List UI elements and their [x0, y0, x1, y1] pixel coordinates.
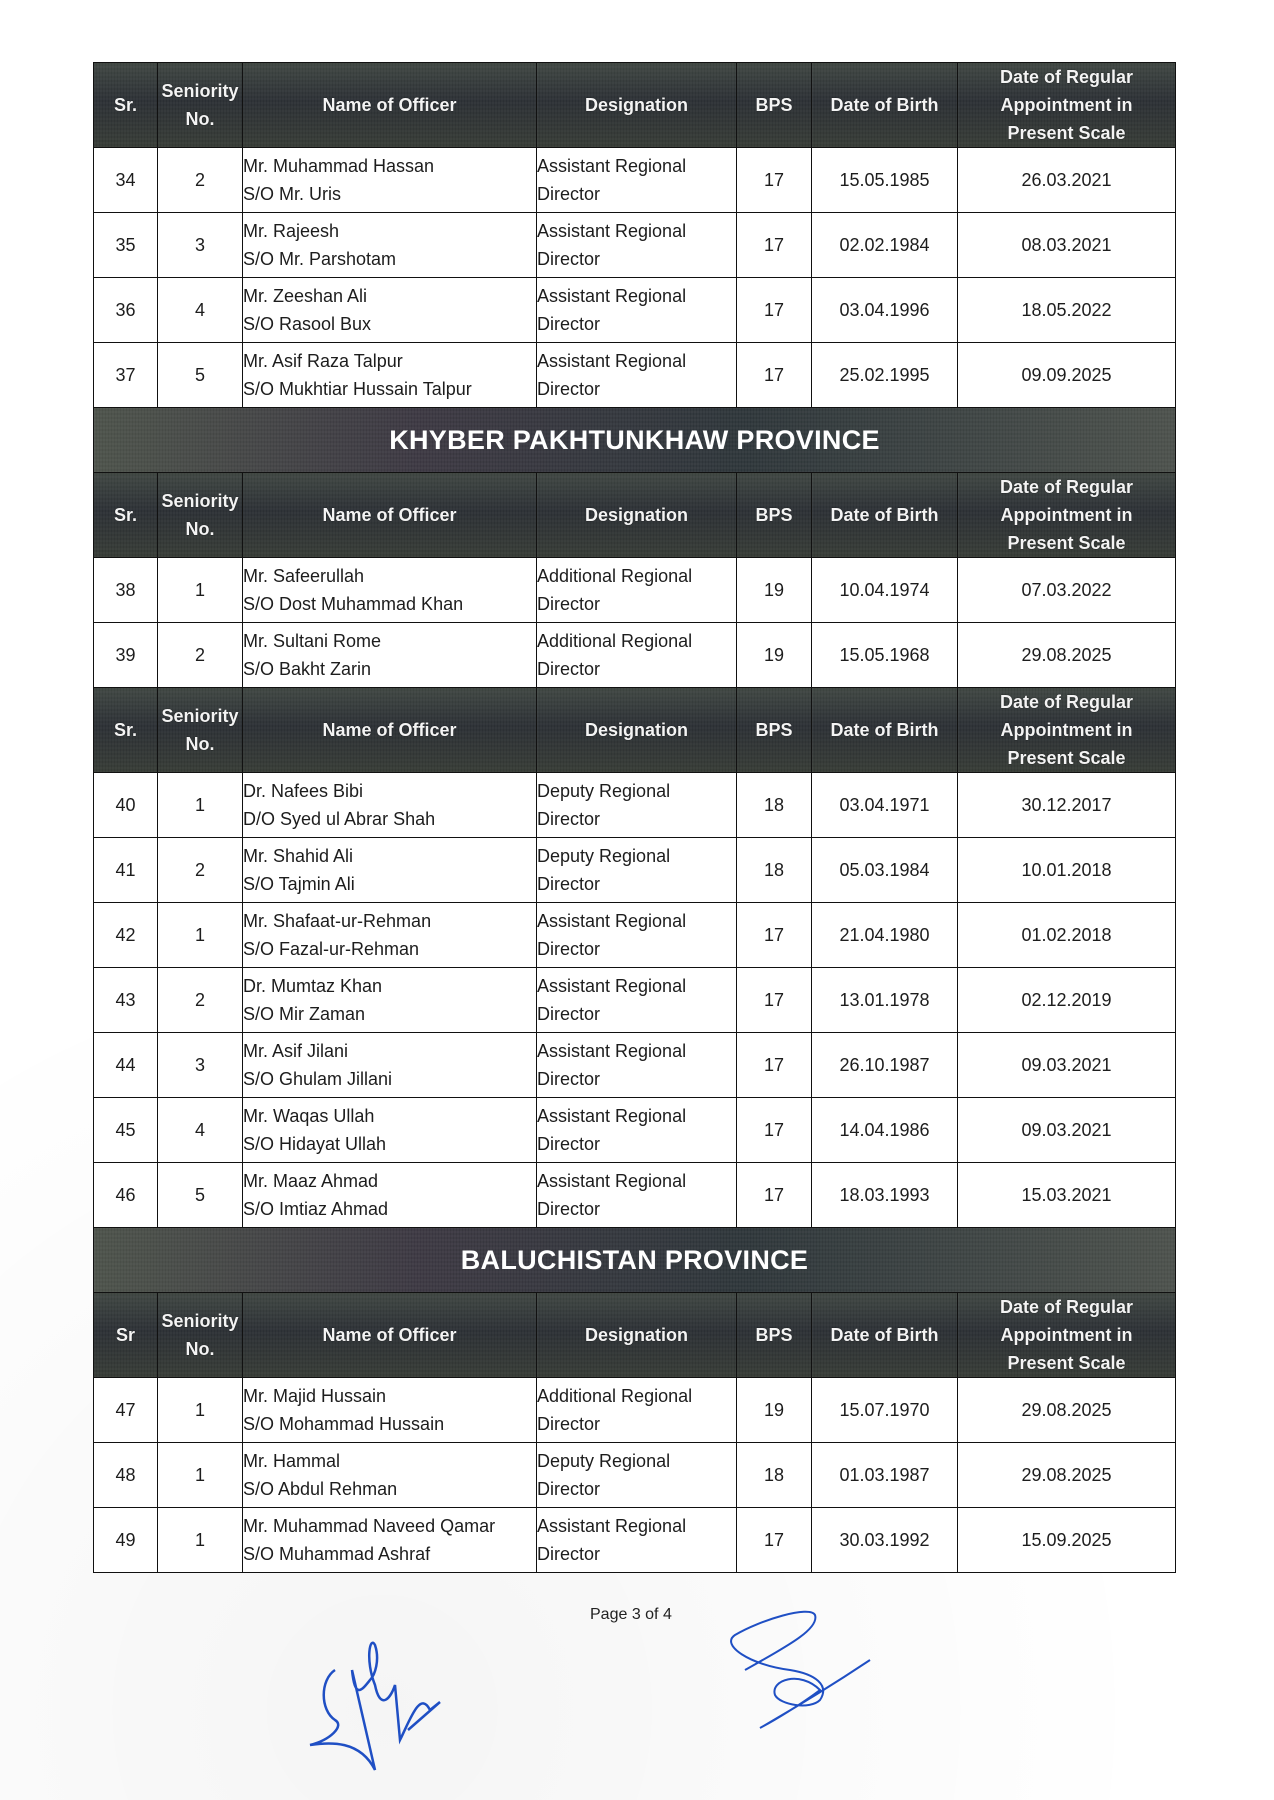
cell-appointment-date: 29.08.2025 — [958, 1378, 1176, 1443]
cell-appointment-date: 18.05.2022 — [958, 278, 1176, 343]
cell-appointment-date: 29.08.2025 — [958, 1443, 1176, 1508]
province-title-row — [94, 1228, 1176, 1293]
cell-dob: 15.07.1970 — [812, 1378, 958, 1443]
header-bps: BPS — [737, 688, 812, 773]
header-designation: Designation — [537, 1293, 737, 1378]
cell-sr: 49 — [94, 1508, 158, 1573]
cell-dob: 03.04.1996 — [812, 278, 958, 343]
cell-appointment-date: 08.03.2021 — [958, 213, 1176, 278]
column-header-row — [94, 473, 1176, 558]
officer-row — [94, 903, 1176, 968]
cell-bps: 17 — [737, 903, 812, 968]
cell-appointment-date: 09.09.2025 — [958, 343, 1176, 408]
designation-line1: Deputy Regional — [537, 846, 671, 866]
header-name: Name of Officer — [243, 688, 537, 773]
province-title: KHYBER PAKHTUNKHAW PROVINCE — [94, 408, 1176, 473]
officer-row — [94, 148, 1176, 213]
officer-row — [94, 1098, 1176, 1163]
cell-designation — [537, 1378, 737, 1443]
cell-officer-name — [243, 1163, 537, 1228]
designation-line2: Director — [537, 594, 601, 614]
officer-name: Mr. Waqas Ullah — [243, 1106, 375, 1126]
cell-seniority: 2 — [158, 148, 243, 213]
cell-dob: 15.05.1968 — [812, 623, 958, 688]
cell-officer-name — [243, 1033, 537, 1098]
header-appointment-line2: Appointment in — [1000, 95, 1133, 115]
header-appointment-date — [958, 688, 1176, 773]
cell-dob: 26.10.1987 — [812, 1033, 958, 1098]
cell-designation — [537, 148, 737, 213]
officer-parentage: S/O Hidayat Ullah — [243, 1134, 387, 1154]
cell-dob: 05.03.1984 — [812, 838, 958, 903]
cell-bps: 19 — [737, 1378, 812, 1443]
header-sr: Sr — [94, 1293, 158, 1378]
designation-line2: Director — [537, 1069, 601, 1089]
cell-bps: 18 — [737, 1443, 812, 1508]
officer-name: Mr. Rajeesh — [243, 221, 340, 241]
column-header-row — [94, 688, 1176, 773]
cell-sr: 48 — [94, 1443, 158, 1508]
cell-officer-name — [243, 343, 537, 408]
officer-parentage: S/O Rasool Bux — [243, 314, 372, 334]
designation-line1: Additional Regional — [537, 566, 693, 586]
designation-line1: Additional Regional — [537, 1386, 693, 1406]
officer-name: Mr. Majid Hussain — [243, 1386, 387, 1406]
designation-line1: Assistant Regional — [537, 351, 687, 371]
cell-bps: 17 — [737, 148, 812, 213]
header-seniority-line1: Seniority — [161, 706, 239, 726]
cell-officer-name — [243, 148, 537, 213]
cell-seniority: 3 — [158, 1033, 243, 1098]
officer-name: Mr. Asif Raza Talpur — [243, 351, 403, 371]
cell-seniority: 1 — [158, 773, 243, 838]
page-number: Page 3 of 4 — [590, 1606, 672, 1623]
cell-officer-name — [243, 968, 537, 1033]
officer-name: Mr. Muhammad Naveed Qamar — [243, 1516, 496, 1536]
cell-designation — [537, 623, 737, 688]
signature-right — [720, 1610, 880, 1740]
cell-sr: 39 — [94, 623, 158, 688]
officer-row — [94, 1033, 1176, 1098]
header-seniority-line2: No. — [185, 519, 215, 539]
cell-dob: 03.04.1971 — [812, 773, 958, 838]
officer-parentage: S/O Mr. Uris — [243, 184, 341, 204]
officer-name: Dr. Nafees Bibi — [243, 781, 364, 801]
designation-line1: Assistant Regional — [537, 286, 687, 306]
designation-line1: Assistant Regional — [537, 1171, 687, 1191]
designation-line1: Assistant Regional — [537, 156, 687, 176]
officer-parentage: S/O Mukhtiar Hussain Talpur — [243, 379, 472, 399]
cell-designation — [537, 343, 737, 408]
header-dob: Date of Birth — [812, 63, 958, 148]
officer-row — [94, 213, 1176, 278]
cell-sr: 35 — [94, 213, 158, 278]
signature-left — [290, 1630, 470, 1780]
cell-officer-name — [243, 1443, 537, 1508]
header-appointment-line3: Present Scale — [1007, 533, 1126, 553]
cell-designation — [537, 278, 737, 343]
header-sr: Sr. — [94, 688, 158, 773]
cell-sr: 36 — [94, 278, 158, 343]
header-sr: Sr. — [94, 473, 158, 558]
cell-seniority: 2 — [158, 623, 243, 688]
officer-name: Mr. Muhammad Hassan — [243, 156, 435, 176]
cell-bps: 18 — [737, 773, 812, 838]
officer-name: Dr. Mumtaz Khan — [243, 976, 383, 996]
cell-officer-name — [243, 838, 537, 903]
cell-appointment-date: 09.03.2021 — [958, 1098, 1176, 1163]
cell-bps: 17 — [737, 1033, 812, 1098]
officer-parentage: S/O Mir Zaman — [243, 1004, 366, 1024]
cell-dob: 14.04.1986 — [812, 1098, 958, 1163]
cell-sr: 41 — [94, 838, 158, 903]
designation-line1: Deputy Regional — [537, 781, 671, 801]
officer-parentage: S/O Mohammad Hussain — [243, 1414, 445, 1434]
header-seniority-line2: No. — [185, 1339, 215, 1359]
header-seniority-line1: Seniority — [161, 491, 239, 511]
cell-officer-name — [243, 278, 537, 343]
header-seniority — [158, 1293, 243, 1378]
cell-sr: 47 — [94, 1378, 158, 1443]
designation-line2: Director — [537, 249, 601, 269]
cell-seniority: 1 — [158, 1378, 243, 1443]
signature-right-stroke — [731, 1612, 870, 1728]
designation-line2: Director — [537, 939, 601, 959]
cell-appointment-date: 15.09.2025 — [958, 1508, 1176, 1573]
cell-dob: 21.04.1980 — [812, 903, 958, 968]
cell-bps: 17 — [737, 968, 812, 1033]
cell-seniority: 1 — [158, 558, 243, 623]
header-dob: Date of Birth — [812, 688, 958, 773]
header-dob: Date of Birth — [812, 473, 958, 558]
header-appointment-line2: Appointment in — [1000, 720, 1133, 740]
cell-appointment-date: 15.03.2021 — [958, 1163, 1176, 1228]
seniority-table — [93, 62, 1176, 1573]
cell-officer-name — [243, 903, 537, 968]
cell-officer-name — [243, 213, 537, 278]
officer-parentage: S/O Tajmin Ali — [243, 874, 355, 894]
cell-dob: 25.02.1995 — [812, 343, 958, 408]
designation-line2: Director — [537, 1134, 601, 1154]
cell-designation — [537, 773, 737, 838]
header-dob: Date of Birth — [812, 1293, 958, 1378]
officer-name: Mr. Asif Jilani — [243, 1041, 349, 1061]
header-appointment-line1: Date of Regular — [999, 477, 1134, 497]
cell-officer-name — [243, 558, 537, 623]
officer-row — [94, 968, 1176, 1033]
column-header-row — [94, 63, 1176, 148]
cell-dob: 10.04.1974 — [812, 558, 958, 623]
header-appointment-line1: Date of Regular — [999, 67, 1134, 87]
officer-parentage: S/O Ghulam Jillani — [243, 1069, 393, 1089]
cell-officer-name — [243, 623, 537, 688]
header-sr: Sr. — [94, 63, 158, 148]
cell-officer-name — [243, 1378, 537, 1443]
cell-appointment-date: 01.02.2018 — [958, 903, 1176, 968]
officer-name: Mr. Hammal — [243, 1451, 341, 1471]
cell-sr: 45 — [94, 1098, 158, 1163]
officer-row — [94, 1163, 1176, 1228]
cell-seniority: 1 — [158, 1508, 243, 1573]
header-designation: Designation — [537, 473, 737, 558]
officer-row — [94, 278, 1176, 343]
officer-row — [94, 773, 1176, 838]
header-appointment-line2: Appointment in — [1000, 505, 1133, 525]
officer-row — [94, 1378, 1176, 1443]
cell-sr: 42 — [94, 903, 158, 968]
cell-bps: 17 — [737, 278, 812, 343]
header-appointment-date — [958, 63, 1176, 148]
cell-appointment-date: 02.12.2019 — [958, 968, 1176, 1033]
cell-bps: 19 — [737, 623, 812, 688]
cell-seniority: 1 — [158, 1443, 243, 1508]
header-designation: Designation — [537, 688, 737, 773]
officer-row — [94, 623, 1176, 688]
header-appointment-date — [958, 473, 1176, 558]
cell-bps: 17 — [737, 1163, 812, 1228]
officer-name: Mr. Sultani Rome — [243, 631, 382, 651]
officer-row — [94, 1443, 1176, 1508]
cell-dob: 13.01.1978 — [812, 968, 958, 1033]
cell-bps: 17 — [737, 1098, 812, 1163]
cell-designation — [537, 213, 737, 278]
cell-sr: 43 — [94, 968, 158, 1033]
cell-seniority: 4 — [158, 1098, 243, 1163]
officer-row — [94, 1508, 1176, 1573]
designation-line2: Director — [537, 184, 601, 204]
cell-seniority: 5 — [158, 343, 243, 408]
cell-dob: 30.03.1992 — [812, 1508, 958, 1573]
cell-designation — [537, 838, 737, 903]
cell-designation — [537, 1443, 737, 1508]
cell-designation — [537, 1163, 737, 1228]
officer-name: Mr. Shahid Ali — [243, 846, 354, 866]
designation-line1: Assistant Regional — [537, 976, 687, 996]
designation-line2: Director — [537, 1544, 601, 1564]
header-bps: BPS — [737, 63, 812, 148]
header-appointment-line1: Date of Regular — [999, 692, 1134, 712]
header-bps: BPS — [737, 473, 812, 558]
header-seniority — [158, 473, 243, 558]
cell-dob: 18.03.1993 — [812, 1163, 958, 1228]
cell-seniority: 2 — [158, 838, 243, 903]
officer-row — [94, 838, 1176, 903]
cell-sr: 34 — [94, 148, 158, 213]
header-name: Name of Officer — [243, 473, 537, 558]
header-appointment-line1: Date of Regular — [999, 1297, 1134, 1317]
header-seniority-line2: No. — [185, 109, 215, 129]
cell-designation — [537, 558, 737, 623]
cell-designation — [537, 1098, 737, 1163]
officer-parentage: D/O Syed ul Abrar Shah — [243, 809, 436, 829]
header-appointment-line2: Appointment in — [1000, 1325, 1133, 1345]
cell-bps: 19 — [737, 558, 812, 623]
cell-designation — [537, 1033, 737, 1098]
officer-name: Mr. Shafaat-ur-Rehman — [243, 911, 432, 931]
cell-designation — [537, 903, 737, 968]
cell-appointment-date: 29.08.2025 — [958, 623, 1176, 688]
header-seniority — [158, 63, 243, 148]
designation-line2: Director — [537, 809, 601, 829]
officer-parentage: S/O Dost Muhammad Khan — [243, 594, 464, 614]
cell-sr: 46 — [94, 1163, 158, 1228]
designation-line1: Assistant Regional — [537, 1516, 687, 1536]
signature-left-stroke — [310, 1643, 440, 1770]
province-title-row — [94, 408, 1176, 473]
cell-designation — [537, 968, 737, 1033]
designation-line1: Assistant Regional — [537, 221, 687, 241]
cell-officer-name — [243, 773, 537, 838]
cell-seniority: 1 — [158, 903, 243, 968]
cell-sr: 37 — [94, 343, 158, 408]
header-appointment-line3: Present Scale — [1007, 123, 1126, 143]
officer-row — [94, 343, 1176, 408]
cell-appointment-date: 26.03.2021 — [958, 148, 1176, 213]
header-name: Name of Officer — [243, 63, 537, 148]
designation-line1: Additional Regional — [537, 631, 693, 651]
cell-dob: 15.05.1985 — [812, 148, 958, 213]
cell-sr: 40 — [94, 773, 158, 838]
officer-parentage: S/O Mr. Parshotam — [243, 249, 397, 269]
cell-appointment-date: 07.03.2022 — [958, 558, 1176, 623]
officer-parentage: S/O Imtiaz Ahmad — [243, 1199, 389, 1219]
designation-line1: Deputy Regional — [537, 1451, 671, 1471]
cell-bps: 18 — [737, 838, 812, 903]
header-appointment-line3: Present Scale — [1007, 1353, 1126, 1373]
designation-line2: Director — [537, 659, 601, 679]
designation-line2: Director — [537, 1479, 601, 1499]
cell-dob: 02.02.1984 — [812, 213, 958, 278]
designation-line1: Assistant Regional — [537, 1106, 687, 1126]
officer-parentage: S/O Fazal-ur-Rehman — [243, 939, 420, 959]
officer-name: Mr. Maaz Ahmad — [243, 1171, 379, 1191]
designation-line1: Assistant Regional — [537, 911, 687, 931]
header-seniority-line1: Seniority — [161, 81, 239, 101]
officer-parentage: S/O Muhammad Ashraf — [243, 1544, 431, 1564]
officer-parentage: S/O Abdul Rehman — [243, 1479, 398, 1499]
cell-sr: 44 — [94, 1033, 158, 1098]
header-seniority-line2: No. — [185, 734, 215, 754]
cell-seniority: 4 — [158, 278, 243, 343]
cell-designation — [537, 1508, 737, 1573]
cell-officer-name — [243, 1508, 537, 1573]
header-seniority-line1: Seniority — [161, 1311, 239, 1331]
header-appointment-line3: Present Scale — [1007, 748, 1126, 768]
cell-seniority: 3 — [158, 213, 243, 278]
cell-sr: 38 — [94, 558, 158, 623]
designation-line2: Director — [537, 1414, 601, 1434]
cell-appointment-date: 10.01.2018 — [958, 838, 1176, 903]
designation-line1: Assistant Regional — [537, 1041, 687, 1061]
cell-appointment-date: 09.03.2021 — [958, 1033, 1176, 1098]
cell-dob: 01.03.1987 — [812, 1443, 958, 1508]
province-title: BALUCHISTAN PROVINCE — [94, 1228, 1176, 1293]
officer-name: Mr. Zeeshan Ali — [243, 286, 368, 306]
designation-line2: Director — [537, 1004, 601, 1024]
cell-officer-name — [243, 1098, 537, 1163]
header-appointment-date — [958, 1293, 1176, 1378]
cell-bps: 17 — [737, 213, 812, 278]
cell-bps: 17 — [737, 1508, 812, 1573]
designation-line2: Director — [537, 314, 601, 334]
seniority-list-page — [93, 62, 1175, 1573]
header-name: Name of Officer — [243, 1293, 537, 1378]
cell-seniority: 2 — [158, 968, 243, 1033]
header-designation: Designation — [537, 63, 737, 148]
officer-row — [94, 558, 1176, 623]
designation-line2: Director — [537, 874, 601, 894]
column-header-row — [94, 1293, 1176, 1378]
header-bps: BPS — [737, 1293, 812, 1378]
cell-seniority: 5 — [158, 1163, 243, 1228]
designation-line2: Director — [537, 379, 601, 399]
header-seniority — [158, 688, 243, 773]
cell-bps: 17 — [737, 343, 812, 408]
cell-appointment-date: 30.12.2017 — [958, 773, 1176, 838]
designation-line2: Director — [537, 1199, 601, 1219]
officer-parentage: S/O Bakht Zarin — [243, 659, 372, 679]
officer-name: Mr. Safeerullah — [243, 566, 365, 586]
